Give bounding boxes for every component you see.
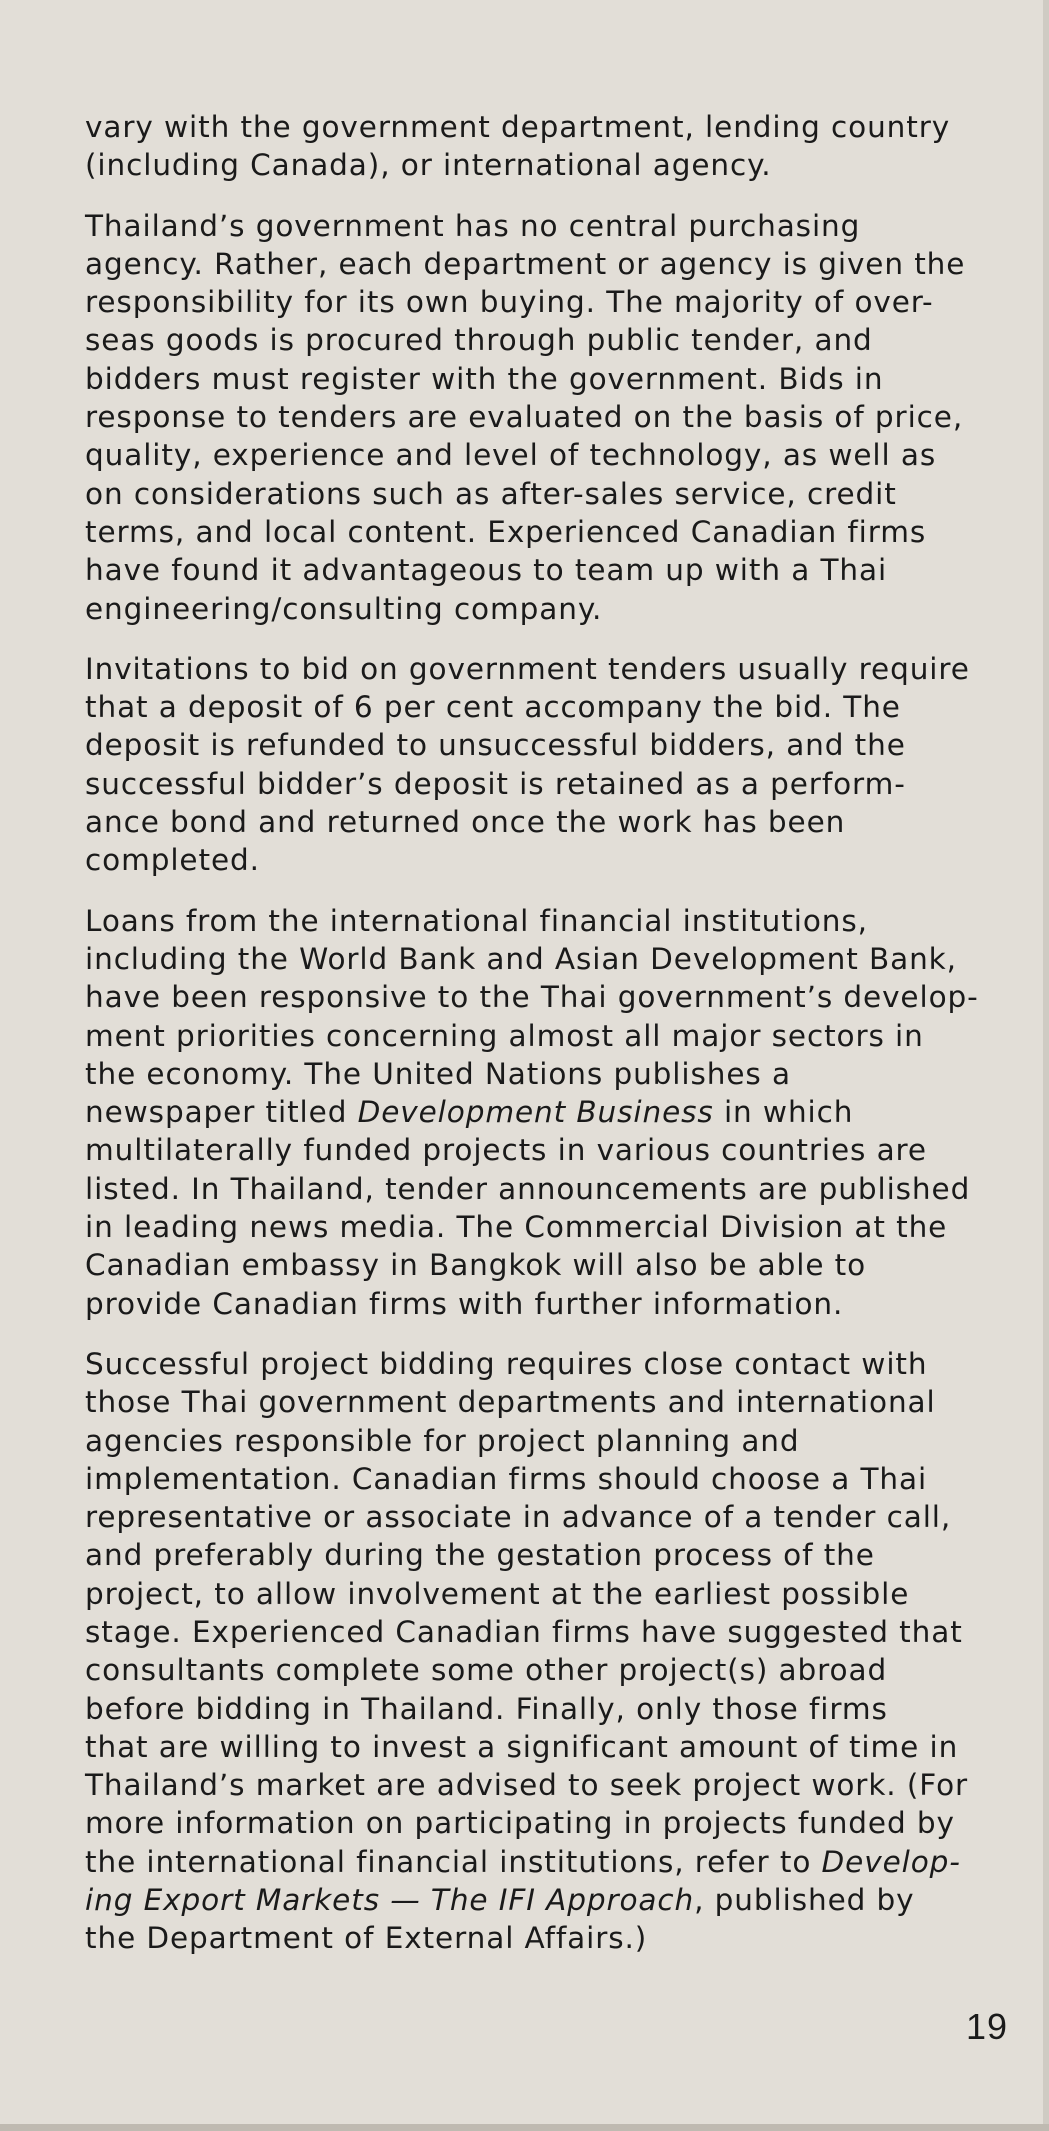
paragraph <box>85 207 1025 628</box>
text-segment: agency. Rather, each department or agency is given the <box>85 246 966 281</box>
paragraph <box>85 1345 1025 1958</box>
text-line <box>85 1766 1025 1804</box>
text-segment: seas goods is procured through public tender, and <box>85 323 873 358</box>
text-segment: bidders must register with the government. Bids in <box>85 361 884 396</box>
italic-title-text: ing Export Markets — The IFI Approach <box>85 1883 695 1918</box>
text-line <box>85 1422 1025 1460</box>
text-segment: that a deposit of 6 per cent accompany the bid. The <box>85 690 901 725</box>
text-segment: the international financial institutions, refer to <box>85 1844 822 1879</box>
text-line <box>85 1285 1025 1323</box>
text-line <box>85 1613 1025 1651</box>
text-line <box>85 1651 1025 1689</box>
text-line <box>85 321 1025 359</box>
text-line <box>85 360 1025 398</box>
text-line <box>85 1881 1025 1919</box>
text-line <box>85 1536 1025 1574</box>
paragraph <box>85 650 1025 880</box>
italic-title-text: Development Business <box>357 1095 714 1130</box>
text-segment: listed. In Thailand, tender announcements are published <box>85 1171 971 1206</box>
text-segment: (including Canada), or international agency. <box>85 148 772 183</box>
text-segment: more information on participating in projects funded by <box>85 1806 955 1841</box>
text-segment: that are willing to invest a significant amount of time in <box>85 1729 959 1764</box>
text-segment: Thailand’s market are advised to seek project work. (For <box>85 1768 969 1803</box>
text-segment: consultants complete some other project(s) abroad <box>85 1653 888 1688</box>
text-line <box>85 1055 1025 1093</box>
text-line <box>85 1575 1025 1613</box>
text-segment: project, to allow involvement at the earliest possible <box>85 1576 910 1611</box>
text-line <box>85 1170 1025 1208</box>
text-line <box>85 207 1025 245</box>
text-segment: Successful project bidding requires close contact with <box>85 1346 928 1381</box>
text-line <box>85 1131 1025 1169</box>
text-segment: on considerations such as after-sales service, credit <box>85 476 897 511</box>
text-line <box>85 1208 1025 1246</box>
text-line <box>85 475 1025 513</box>
text-line <box>85 513 1025 551</box>
paragraph <box>85 902 1025 1323</box>
text-segment: , published by <box>694 1883 915 1918</box>
text-line <box>85 245 1025 283</box>
text-line <box>85 1728 1025 1766</box>
text-segment: vary with the government department, lending country <box>85 110 951 144</box>
text-segment: those Thai government departments and international <box>85 1385 936 1420</box>
text-segment: response to tenders are evaluated on the basis of price, <box>85 400 964 435</box>
text-segment: deposit is refunded to unsuccessful bidders, and the <box>85 728 906 763</box>
text-segment: representative or associate in advance of a tender call, <box>85 1500 952 1535</box>
text-line <box>85 688 1025 726</box>
text-line <box>85 726 1025 764</box>
text-segment: and preferably during the gestation process of the <box>85 1538 875 1573</box>
text-segment: agencies responsible for project planning and <box>85 1423 800 1458</box>
text-line <box>85 841 1025 879</box>
italic-title-text: Develop- <box>821 1844 961 1879</box>
text-segment: including the World Bank and Asian Development Bank, <box>85 941 957 976</box>
text-line <box>85 940 1025 978</box>
text-segment: have found it advantageous to team up with a Thai <box>85 553 888 588</box>
text-segment: before bidding in Thailand. Finally, only those firms <box>85 1691 888 1726</box>
text-line <box>85 803 1025 841</box>
text-segment: newspaper titled <box>85 1095 358 1130</box>
text-segment: the economy. The United Nations publishes a <box>85 1056 791 1091</box>
paragraph <box>85 108 1025 185</box>
text-segment: ance bond and returned once the work has been <box>85 805 846 840</box>
text-segment: multilaterally funded projects in various countries are <box>85 1133 927 1168</box>
text-segment: in which <box>713 1095 854 1130</box>
text-segment: responsibility for its own buying. The majority of over- <box>85 285 934 320</box>
page-edge-bottom <box>0 2124 1049 2131</box>
page-edge-right <box>1043 0 1049 2131</box>
text-line <box>85 1919 1025 1957</box>
text-segment: provide Canadian firms with further information. <box>85 1286 844 1321</box>
text-line <box>85 978 1025 1016</box>
text-line <box>85 283 1025 321</box>
text-line <box>85 765 1025 803</box>
text-segment: engineering/consulting company. <box>85 591 603 626</box>
text-line <box>85 1690 1025 1728</box>
text-segment: successful bidder’s deposit is retained as a perform- <box>85 766 906 801</box>
text-line <box>85 551 1025 589</box>
text-line <box>85 146 1025 184</box>
text-segment: completed. <box>85 843 260 878</box>
text-line <box>85 1246 1025 1284</box>
body-text <box>85 108 1025 1980</box>
text-segment: the Department of External Affairs.) <box>85 1921 648 1956</box>
text-line <box>85 1093 1025 1131</box>
text-segment: have been responsive to the Thai government’s develop- <box>85 980 979 1015</box>
page-number: 19 <box>966 2006 1009 2047</box>
text-line <box>85 1017 1025 1055</box>
text-line <box>85 1460 1025 1498</box>
text-segment: implementation. Canadian firms should choose a Thai <box>85 1461 928 1496</box>
text-line <box>85 650 1025 688</box>
text-segment: Thailand’s government has no central purchasing <box>85 208 861 243</box>
text-line <box>85 1804 1025 1842</box>
text-line <box>85 590 1025 628</box>
text-line <box>85 1498 1025 1536</box>
text-line <box>85 398 1025 436</box>
text-segment: Canadian embassy in Bangkok will also be able to <box>85 1248 867 1283</box>
text-line <box>85 1383 1025 1421</box>
text-line <box>85 1843 1025 1881</box>
text-segment: Loans from the international financial institutions, <box>85 903 868 938</box>
text-segment: stage. Experienced Canadian firms have suggested that <box>85 1614 963 1649</box>
text-segment: ment priorities concerning almost all major sectors in <box>85 1018 924 1053</box>
text-segment: quality, experience and level of technology, as well as <box>85 438 937 473</box>
text-line <box>85 902 1025 940</box>
text-line <box>85 436 1025 474</box>
text-segment: in leading news media. The Commercial Division at the <box>85 1210 948 1245</box>
text-line <box>85 1345 1025 1383</box>
text-line <box>85 108 1025 146</box>
text-segment: Invitations to bid on government tenders usually require <box>85 651 970 686</box>
text-segment: terms, and local content. Experienced Canadian firms <box>85 514 927 549</box>
